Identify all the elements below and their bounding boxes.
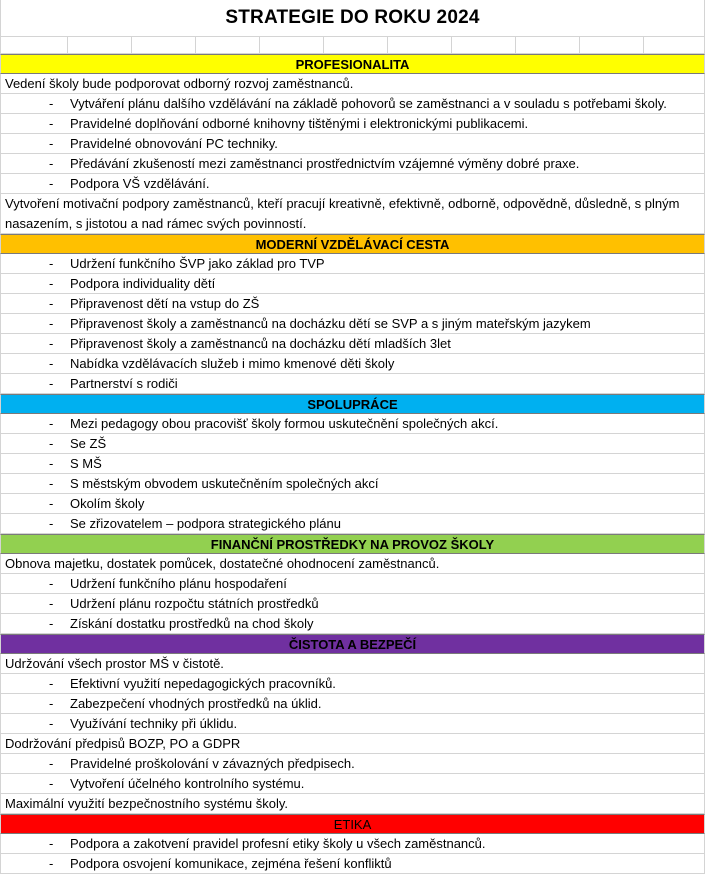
- list-item: - Partnerství s rodiči: [0, 374, 705, 394]
- list-item: - Zabezpečení vhodných prostředků na úklid.: [0, 694, 705, 714]
- list-item: - Podpora VŠ vzdělávání.: [0, 174, 705, 194]
- list-item: - Podpora osvojení komunikace, zejména řešení konfliktů: [0, 854, 705, 874]
- list-item: - Udržení funkčního ŠVP jako základ pro TVP: [0, 254, 705, 274]
- list-item: - Udržení funkčního plánu hospodaření: [0, 574, 705, 594]
- list-item: - Mezi pedagogy obou pracovišť školy formou uskutečnění společných akcí.: [0, 414, 705, 434]
- list-item: - S městským obvodem uskutečněním společných akcí: [0, 474, 705, 494]
- list-item: - Připravenost školy a zaměstnanců na docházku dětí se SVP a s jiným mateřským jazykem: [0, 314, 705, 334]
- list-item: - Připravenost školy a zaměstnanců na docházku dětí mladších 3let: [0, 334, 705, 354]
- page-title: STRATEGIE DO ROKU 2024: [0, 0, 705, 36]
- intro-text: Obnova majetku, dostatek pomůcek, dostatečné ohodnocení zaměstnanců.: [0, 554, 705, 574]
- section-header-moderni-vzdelavaci-cesta: MODERNÍ VZDĚLÁVACÍ CESTA: [0, 234, 705, 254]
- list-item: - Okolím školy: [0, 494, 705, 514]
- section-header-financni-prostredky: FINANČNÍ PROSTŘEDKY NA PROVOZ ŠKOLY: [0, 534, 705, 554]
- empty-grid-row[interactable]: [0, 36, 705, 54]
- section-header-etika: ETIKA: [0, 814, 705, 834]
- list-item: - Se zřizovatelem – podpora strategického plánu: [0, 514, 705, 534]
- list-item: - Efektivní využití nepedagogických pracovníků.: [0, 674, 705, 694]
- list-item: - Vytvoření účelného kontrolního systému.: [0, 774, 705, 794]
- list-item: - Se ZŠ: [0, 434, 705, 454]
- list-item: - S MŠ: [0, 454, 705, 474]
- list-item: - Využívání techniky při úklidu.: [0, 714, 705, 734]
- list-item: - Vytváření plánu dalšího vzdělávání na základě pohovorů se zaměstnanci a v souladu s potřebami školy.: [0, 94, 705, 114]
- section-header-cistota-a-bezpeci: ČISTOTA A BEZPEČÍ: [0, 634, 705, 654]
- list-item: - Pravidelné obnovování PC techniky.: [0, 134, 705, 154]
- intro-text: Vedení školy bude podporovat odborný rozvoj zaměstnanců.: [0, 74, 705, 94]
- section-header-spoluprace: SPOLUPRÁCE: [0, 394, 705, 414]
- list-item: - Udržení plánu rozpočtu státních prostředků: [0, 594, 705, 614]
- intro-text: Dodržování předpisů BOZP, PO a GDPR: [0, 734, 705, 754]
- list-item: - Pravidelné doplňování odborné knihovny tištěnými i elektronickými publikacemi.: [0, 114, 705, 134]
- list-item: - Podpora individuality dětí: [0, 274, 705, 294]
- closing-text: Vytvoření motivační podpory zaměstnanců, kteří pracují kreativně, efektivně, odborně, odpovědně, důsledně, s plným nasazením, s jistotou a nad rámec svých povinností.: [0, 194, 705, 234]
- list-item: - Nabídka vzdělávacích služeb i mimo kmenové děti školy: [0, 354, 705, 374]
- section-header-profesionalita: PROFESIONALITA: [0, 54, 705, 74]
- list-item: - Připravenost dětí na vstup do ZŠ: [0, 294, 705, 314]
- list-item: - Předávání zkušeností mezi zaměstnanci prostřednictvím vzájemné výměny dobré praxe.: [0, 154, 705, 174]
- list-item: - Získání dostatku prostředků na chod školy: [0, 614, 705, 634]
- list-item: - Podpora a zakotvení pravidel profesní etiky školy u všech zaměstnanců.: [0, 834, 705, 854]
- intro-text: Udržování všech prostor MŠ v čistotě.: [0, 654, 705, 674]
- closing-text: Maximální využití bezpečnostního systému školy.: [0, 794, 705, 814]
- list-item: - Pravidelné proškolování v závazných předpisech.: [0, 754, 705, 774]
